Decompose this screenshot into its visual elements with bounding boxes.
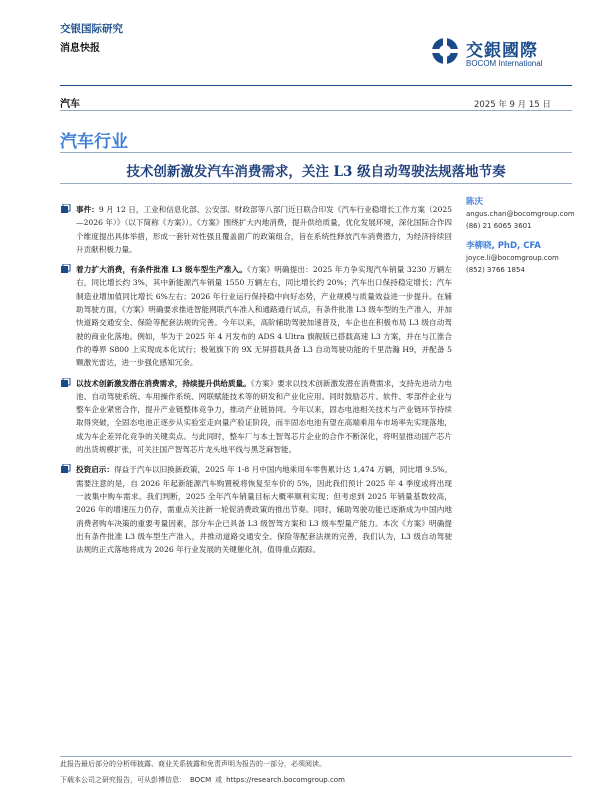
research-url-link[interactable]: https://research.bocomgroup.com xyxy=(226,776,345,784)
bloomberg-code: BOCM xyxy=(190,776,212,784)
paragraph-text: 得益于汽车以旧换新政策，2025 年 1-8 月中国内地乘用车零售累计达 1,474 万辆，同比增 9.5%。需要注意的是，自 2026 年起新能源汽车购置税将恢复至车价的 5%，因此我们预计 2025 年 4 季度或将出现一波集中购车需求。我们判断，2025 全年汽车销量目标大概率顺利实现；但考虑到 2025 年销量基数较高，2026 年的增速压力仍存，需重点关注新一轮促消费政策的推出节奏。同时，辅助驾驶功能已逐渐成为中国内地消费者购车决策的重要考量因素，部分车企已具备 L3 级智驾方案和 L3 级车型量产能力。本次《方案》明确提出有条件批准 L3 级车型生产准入，并推动道路交通安全、保险等配套法规的完善，我们认为，L3 级自动驾驶法规的正式落地将成为 2026 年行业发展的关键催化剂，值得重点跟踪。 xyxy=(76,465,452,555)
report-body xyxy=(60,203,452,563)
industry-title: 汽车行业 xyxy=(60,132,128,152)
analyst-name: 陈庆 xyxy=(466,197,484,207)
analyst-card xyxy=(466,196,576,232)
header-divider xyxy=(60,85,572,86)
brand-name: 交银国际研究 xyxy=(60,23,123,35)
download-prefix: 下载本公司之研究报告，可从彭博信息： xyxy=(60,776,186,784)
report-date: 2025 年 9 月 15 日 xyxy=(474,100,551,110)
bocom-logo-icon xyxy=(430,36,460,66)
paragraph-innovation xyxy=(60,377,452,457)
analyst-phone: (86) 21 6065 3601 xyxy=(466,222,532,230)
bullet-icon xyxy=(60,204,71,215)
footer-download xyxy=(60,775,349,785)
report-headline: 技术创新激发汽车消费需求，关注 L3 级自动驾驶法规落地节奏 xyxy=(126,164,506,180)
logo-text-cn: 交銀國際 xyxy=(466,41,538,61)
paragraph-lead: 以技术创新激发潜在消费需求，持续提升供给质量。 xyxy=(76,378,251,388)
paragraph-text: 《方案》要求以技术创新激发潜在消费需求，支持先进动力电池、自动驾驶系统、车用操作系统、网联赋能技术等的研发和产业化应用。同时鼓励芯片、软件、零部件企业与整车企业紧密合作，提升产业链整体竞争力，推动产业链协同。今年以来，固态电池相关技术与产业链环节持续取得突破，全固态电池正逐步从实验室走向量产验证阶段，而半固态电池有望在高端乘用车市场率先实现落地，成为车企差异化竞争的关键卖点。与此同时，整车厂与本土智驾芯片企业的合作不断深化，将明显推动国产芯片的出货规模扩张，可关注国产智驾芯片龙头地平线与黑芝麻智能。 xyxy=(76,378,453,455)
footer-disclaimer: 此报告最后部分的分析师披露、商业关系披露和免责声明为报告的一部分，必须阅读。 xyxy=(60,760,326,768)
industry-divider xyxy=(60,152,572,153)
sector-label: 汽车 xyxy=(60,99,80,110)
headline-divider xyxy=(60,183,572,184)
analyst-card xyxy=(466,240,576,276)
paragraph-lead: 着力扩大消费，有条件批准 L3 级车型生产准入。 xyxy=(76,265,248,275)
report-type: 消息快报 xyxy=(60,43,100,54)
paragraph-event xyxy=(60,203,452,256)
analyst-email[interactable]: joyce.li@bocomgroup.com xyxy=(466,254,559,262)
bullet-icon xyxy=(60,464,71,475)
paragraph-text: 《方案》明确提出：2025 年力争实现汽车销量 3230 万辆左右，同比增长约 3%，其中新能源汽车销量 1550 万辆左右，同比增长约 20%；汽车出口保持稳定增长；汽车制造业增加值同比增长 6%左右；2026 年行业运行保持稳中向好态势，产业规模与质量效益进一步提升。在辅助驾驶方面，《方案》明确要求推进智能网联汽车准入和通路通行试点，有条件批准 L3 级车型的生产准入，并加快道路交通安全、保险等配套法规的完善。今年以来，高阶辅助驾驶加速普及，车企也在积极布局 L3 级自动驾驶的商业化落地。例如，华为于 2025 年 4 月发布的 ADS 4 Ultra 旗舰版已搭载高速 L3 方案，并在与江淮合作的尊界 S800 上实现成本化试行；极氪旗下的 9X 无屏搭载具备 L3 自动驾驶功能的千里浩瀚 H9，并配备 5 颗激光雷达，进一步强化感知冗余。 xyxy=(76,265,452,368)
logo-text-en: BOCOM International xyxy=(466,59,543,68)
analyst-panel xyxy=(466,196,576,284)
paragraph-consumption xyxy=(60,263,452,369)
analyst-name: 李柳晓, PhD, CFA xyxy=(466,241,541,251)
company-logo xyxy=(430,36,570,76)
analyst-phone: (852) 3766 1854 xyxy=(466,266,525,274)
sector-divider xyxy=(60,110,572,111)
bullet-icon xyxy=(60,264,71,275)
paragraph-lead: 事件： xyxy=(76,205,99,214)
analyst-email[interactable]: angus.chan@bocomgroup.com xyxy=(466,210,575,218)
paragraph-text: 9 月 12 日，工业和信息化部、公安部、财政部等八部门近日联合印发《汽车行业稳增长工作方案（2025—2026 年）》（以下简称《方案》）。《方案》围绕扩大内地消费，提升供给质量，优化发展环境，深化国际合作四个维度提出具体举措，形成一套针对性强且覆盖面广的政策组合，旨在系统性释放汽车消费潜力，为经济持续回升贡献积极力量。 xyxy=(76,205,453,254)
bullet-icon xyxy=(60,378,71,389)
paragraph-lead: 投资启示： xyxy=(76,465,115,475)
paragraph-investment xyxy=(60,463,452,556)
footer-divider xyxy=(60,756,572,757)
download-or: 或 xyxy=(215,776,223,784)
